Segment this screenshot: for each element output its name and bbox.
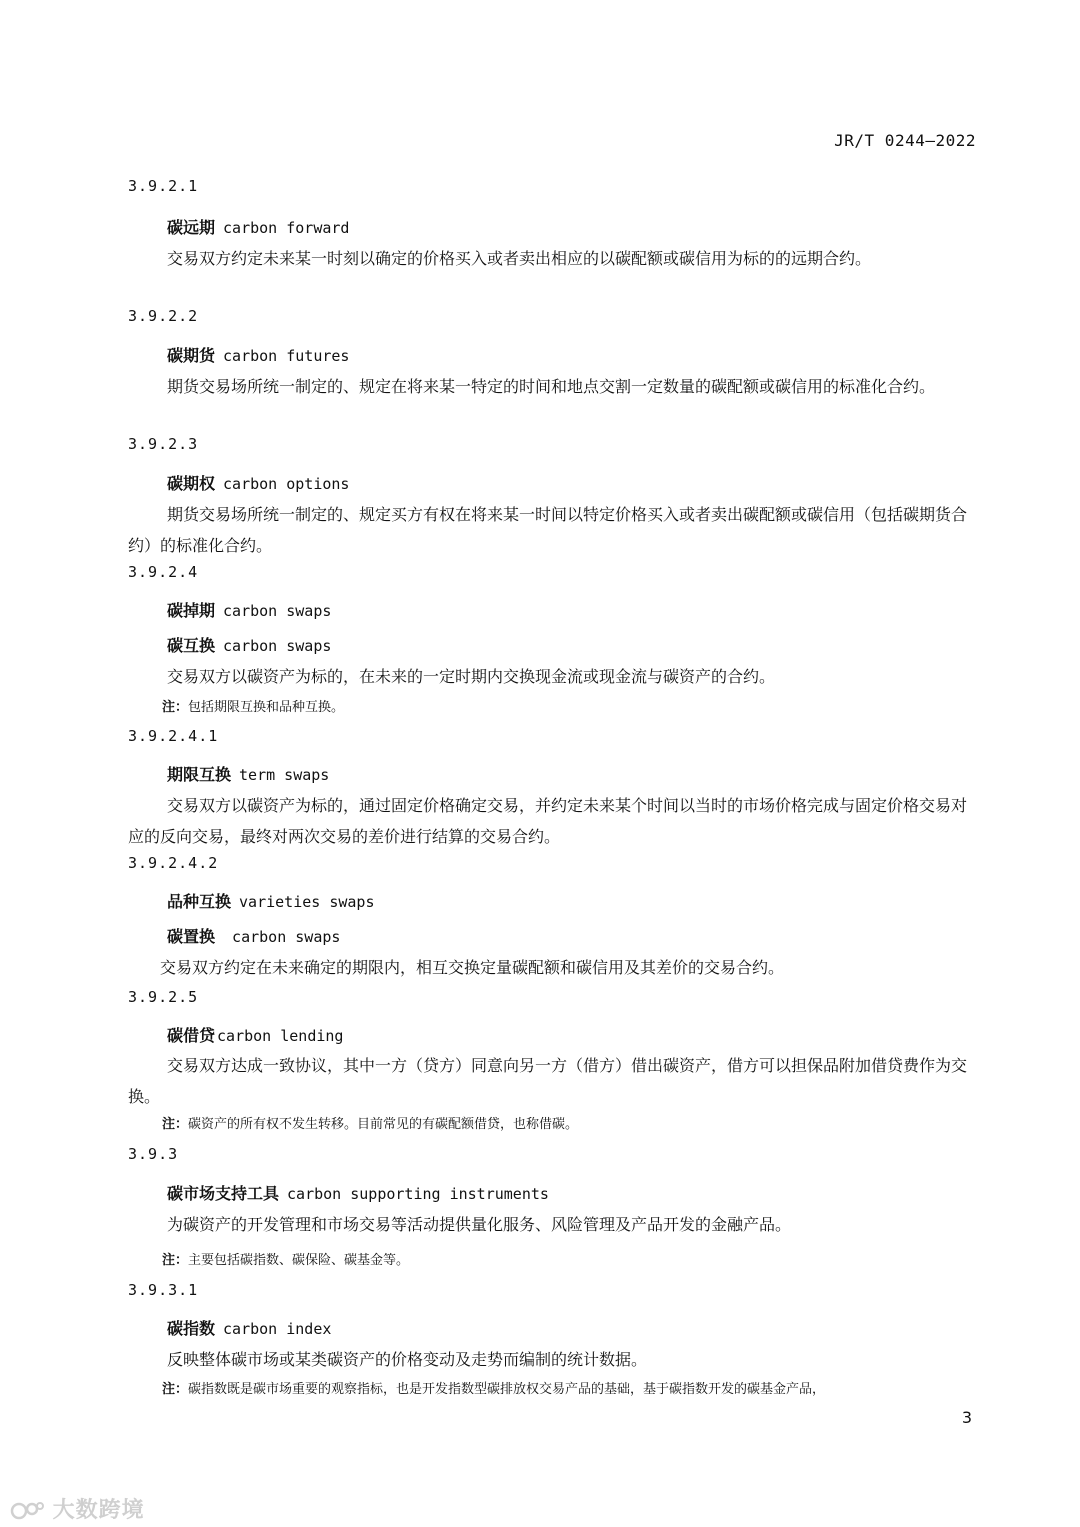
term-en: carbon index <box>223 1320 332 1338</box>
note-text: 主要包括碳指数、碳保险、碳基金等。 <box>188 1253 410 1268</box>
term-cn: 碳指数 <box>167 1319 216 1338</box>
term-en: carbon swaps <box>223 928 341 946</box>
term-en: carbon swaps <box>223 637 332 655</box>
note <box>162 696 344 715</box>
document-id: JR/T 0244—2022 <box>834 131 976 150</box>
term-cn: 碳置换 <box>167 927 216 946</box>
term-definition: 交易双方以碳资产为标的，在未来的一定时期内交换现金流或现金流与碳资产的合约。 <box>167 667 776 686</box>
clause-number: 3.9.2.4.1 <box>128 727 219 745</box>
term-cn: 碳互换 <box>167 636 216 655</box>
term-heading <box>167 471 349 494</box>
term-definition: 为碳资产的开发管理和市场交易等活动提供量化服务、风险管理及产品开发的金融产品。 <box>167 1215 792 1234</box>
note-label: 注： <box>162 700 189 715</box>
term-cn: 碳期货 <box>167 346 216 365</box>
term-definition: 交易双方达成一致协议，其中一方（贷方）同意向另一方（借方）借出碳资产，借方可以担保品附加借贷费作为交换。 <box>128 1056 968 1106</box>
brand-logo-icon <box>10 1500 44 1522</box>
clause-number: 3.9.2.2 <box>128 307 199 325</box>
term-heading <box>167 889 374 912</box>
term-cn: 期限互换 <box>167 765 232 784</box>
clause-number: 3.9.2.3 <box>128 435 199 453</box>
term-definition: 反映整体碳市场或某类碳资产的价格变动及走势而编制的统计数据。 <box>167 1350 648 1369</box>
note-label: 注： <box>162 1253 189 1268</box>
term-cn: 碳市场支持工具 <box>167 1184 280 1203</box>
term-definition: 交易双方约定未来某一时刻以确定的价格买入或者卖出相应的以碳配额或碳信用为标的的远期合约。 <box>167 249 872 268</box>
term-cn: 品种互换 <box>167 892 232 911</box>
term-heading <box>167 1023 343 1046</box>
clause-number: 3.9.2.4.2 <box>128 854 219 872</box>
term-heading <box>167 924 340 947</box>
term-definition: 交易双方约定在未来确定的期限内，相互交换定量碳配额和碳信用及其差价的交易合约。 <box>160 958 785 977</box>
note-text: 碳资产的所有权不发生转移。目前常见的有碳配额借贷，也称借碳。 <box>188 1117 579 1132</box>
term-en: carbon futures <box>223 347 350 365</box>
term-en: varieties swaps <box>239 893 375 911</box>
term-heading <box>167 633 331 656</box>
term-en: carbon swaps <box>223 602 332 620</box>
note-text: 碳指数既是碳市场重要的观察指标，也是开发指数型碳排放权交易产品的基础，基于碳指数开发的碳基金产品， <box>188 1382 826 1397</box>
clause-number: 3.9.3.1 <box>128 1281 199 1299</box>
term-cn: 碳远期 <box>167 218 216 237</box>
term-en: carbon forward <box>223 219 350 237</box>
term-heading <box>167 762 329 785</box>
term-definition: 交易双方以碳资产为标的，通过固定价格确定交易，并约定未来某个时间以当时的市场价格完成与固定价格交易对应的反向交易，最终对两次交易的差价进行结算的交易合约。 <box>128 796 968 846</box>
term-heading <box>167 1181 549 1204</box>
term-en: carbon supporting instruments <box>287 1185 549 1203</box>
clause-number: 3.9.2.1 <box>128 177 199 195</box>
note <box>162 1378 825 1397</box>
term-en: carbon options <box>223 475 350 493</box>
term-cn: 碳期权 <box>167 474 216 493</box>
note-label: 注： <box>162 1382 189 1397</box>
term-heading <box>167 215 349 238</box>
clause-number: 3.9.3 <box>128 1145 179 1163</box>
note <box>162 1249 409 1268</box>
term-cn: 碳借贷 <box>167 1026 216 1045</box>
page-number: 3 <box>961 1408 972 1427</box>
watermark <box>10 1493 145 1524</box>
note-label: 注： <box>162 1117 189 1132</box>
watermark-text: 大数跨境 <box>52 1498 145 1523</box>
clause-number: 3.9.2.5 <box>128 988 199 1006</box>
term-heading <box>167 1316 331 1339</box>
term-en: carbon lending <box>217 1027 344 1045</box>
term-definition: 期货交易场所统一制定的、规定在将来某一特定的时间和地点交割一定数量的碳配额或碳信用的标准化合约。 <box>167 377 936 396</box>
note <box>162 1113 578 1132</box>
term-heading <box>167 343 349 366</box>
clause-number: 3.9.2.4 <box>128 563 199 581</box>
term-definition: 期货交易场所统一制定的、规定买方有权在将来某一时间以特定价格买入或者卖出碳配额或碳信用（包括碳期货合约）的标准化合约。 <box>128 505 968 555</box>
term-cn: 碳掉期 <box>167 601 216 620</box>
note-text: 包括期限互换和品种互换。 <box>188 700 345 715</box>
term-heading <box>167 598 331 621</box>
term-en: term swaps <box>239 766 330 784</box>
